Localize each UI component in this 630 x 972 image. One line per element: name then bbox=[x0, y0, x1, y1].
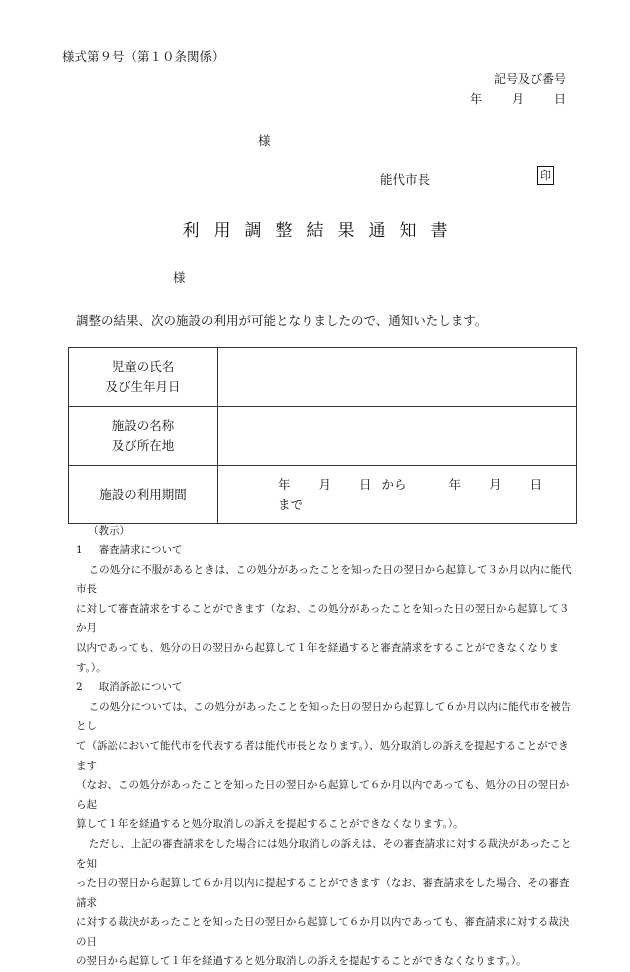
addressee-suffix: 様 bbox=[173, 270, 186, 285]
intro-text: 調整の結果、次の施設の利用が可能となりましたので、通知いたします。 bbox=[76, 313, 488, 328]
facility-label bbox=[69, 407, 218, 466]
note-line: に対する裁決があったことを知った日の翌日から起算して６か月以内であっても、審査請求に対する裁決の日 bbox=[76, 916, 570, 948]
date-year-label: 年 bbox=[469, 92, 482, 106]
note-line: この処分に不服があるときは、この処分があったことを知った日の翌日から起算して３か月以内に能代市長 bbox=[76, 563, 572, 596]
notes-body bbox=[76, 541, 576, 972]
section-number: 1 bbox=[76, 544, 83, 556]
note-line: て（訴訟において能代市を代表する者は能代市長となります。）、処分取消しの訴えを提起することができます bbox=[76, 739, 569, 772]
section-title: 審査請求について bbox=[98, 544, 183, 556]
addressee-suffix-top: 様 bbox=[258, 133, 271, 148]
period-until: まで bbox=[278, 496, 304, 512]
section-heading bbox=[76, 678, 576, 698]
issuer-name: 能代市長 bbox=[380, 172, 431, 187]
period-from: から bbox=[381, 476, 407, 492]
facility-value-cell[interactable] bbox=[218, 407, 577, 466]
info-table bbox=[68, 347, 577, 524]
note-line: 算して１年を経過すると処分取消しの訴えを提起することができなくなります。）。 bbox=[76, 818, 464, 831]
document-title: 利用調整結果通知書 bbox=[182, 221, 462, 241]
section-heading bbox=[76, 541, 576, 561]
child-label-line2: 及び生年月日 bbox=[105, 379, 181, 394]
table-row bbox=[69, 466, 577, 524]
note-line: った日の翌日から起算して６か月以内に提起することができます（なお、審査請求をした場合、その審査請求 bbox=[76, 877, 570, 909]
period-end-month: 月 bbox=[489, 476, 502, 492]
note-line: この処分については、この処分があったことを知った日の翌日から起算して６か月以内に能代市を被告とし bbox=[76, 700, 572, 733]
period-start-day: 日 bbox=[359, 476, 372, 492]
section-number: 2 bbox=[76, 681, 83, 694]
period-end-year: 年 bbox=[448, 476, 462, 492]
facility-label-line2: 及び所在地 bbox=[111, 438, 175, 453]
period-start-month: 月 bbox=[318, 476, 332, 492]
doc-number-label: 記号及び番号 bbox=[493, 72, 566, 86]
table-row bbox=[69, 348, 577, 407]
section-title: 取消訴訟について bbox=[98, 681, 183, 694]
note-line: （なお、この処分があったことを知った日の翌日から起算して６か月以内であっても、処分の日の翌日から起 bbox=[76, 779, 570, 811]
period-value-cell[interactable] bbox=[218, 466, 577, 524]
child-label bbox=[69, 348, 218, 407]
child-value-cell[interactable] bbox=[218, 348, 577, 407]
period-end-day: 日 bbox=[529, 476, 543, 492]
issue-date bbox=[470, 90, 566, 107]
form-number: 様式第９号（第１０条関係） bbox=[62, 49, 225, 64]
seal-mark: 印 bbox=[537, 166, 554, 185]
notes-heading: （教示） bbox=[88, 525, 130, 537]
note-line: ただし、上記の審査請求をした場合には処分取消しの訴えは、その審査請求に対する裁決があったことを知 bbox=[76, 837, 572, 870]
facility-label-line1: 施設の名称 bbox=[111, 418, 175, 433]
note-line: 以内であっても、処分の日の翌日から起算して１年を経過すると審査請求をすることができなくなります。）。 bbox=[76, 641, 559, 674]
table-row bbox=[69, 407, 577, 466]
date-day-label: 日 bbox=[553, 92, 566, 106]
child-label-line1: 児童の氏名 bbox=[111, 359, 175, 374]
note-line: に対して審査請求をすることができます（なお、この処分があったことを知った日の翌日から起算して３か月 bbox=[76, 602, 570, 635]
period-start-year: 年 bbox=[278, 476, 291, 492]
note-line: の翌日から起算して１年を経過すると処分取消しの訴えを提起することができなくなります。）。 bbox=[76, 955, 527, 968]
date-month-label: 月 bbox=[511, 92, 524, 106]
period-label: 施設の利用期間 bbox=[69, 466, 218, 524]
